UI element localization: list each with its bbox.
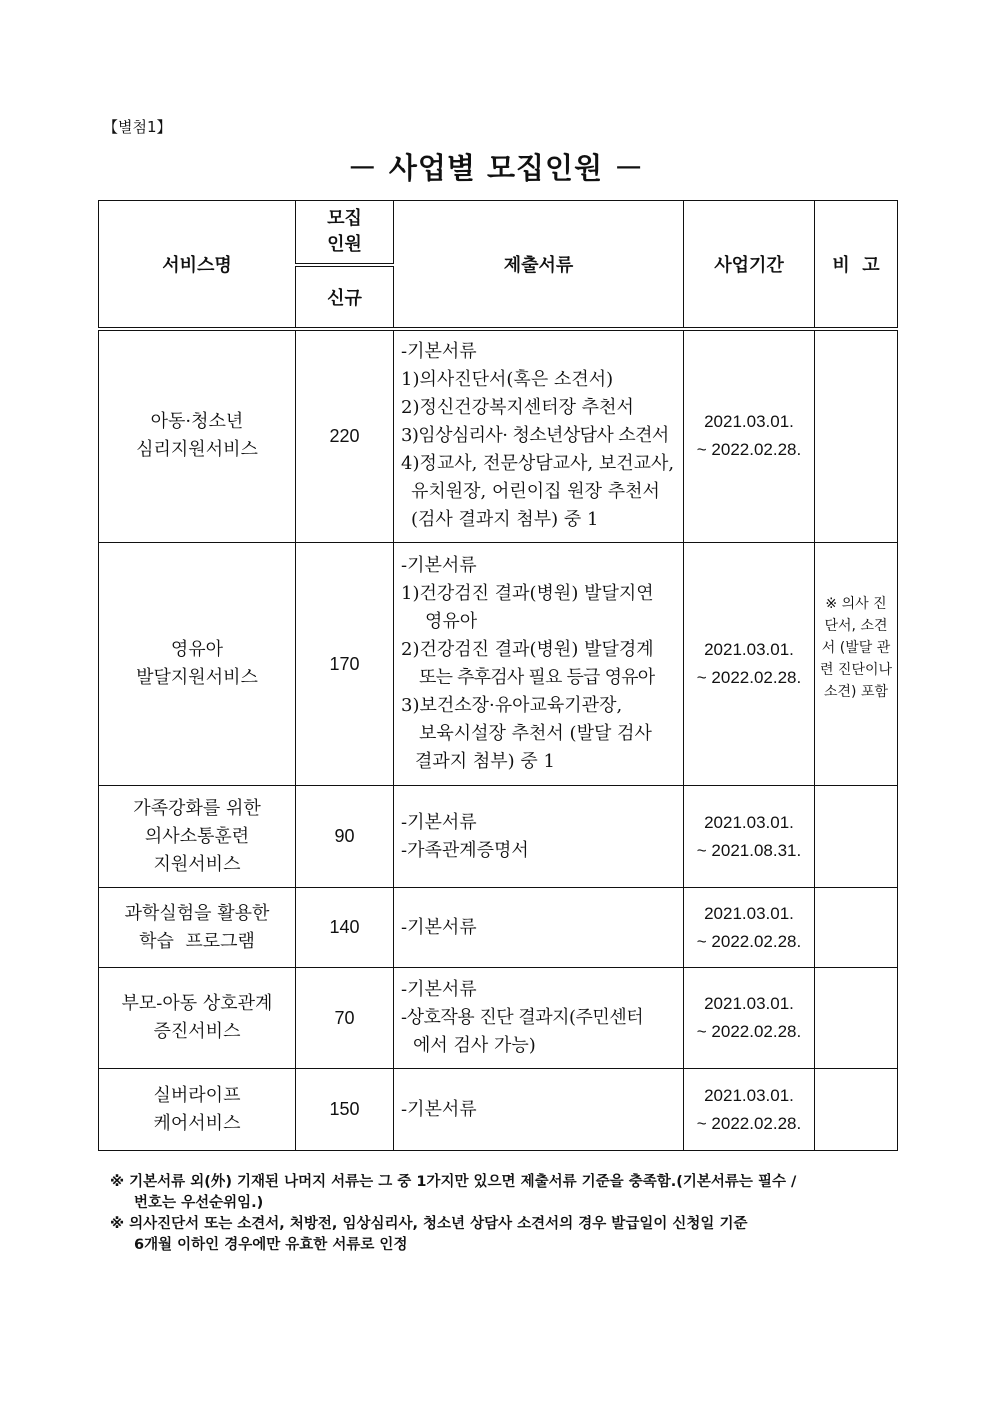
document-line: -기본서류 <box>401 1098 477 1120</box>
recruit-count: 170 <box>296 543 394 786</box>
service-name-line: 의사소통훈련 <box>144 825 250 847</box>
documents-cell <box>394 786 684 888</box>
recruit-count: 220 <box>296 329 394 543</box>
document-line: 결과지 첨부) 중 1 <box>415 751 555 772</box>
period-cell <box>684 968 815 1069</box>
service-name-cell <box>99 888 296 968</box>
period-end: ~ 2022.02.28. <box>696 931 802 951</box>
remarks-cell <box>815 888 898 968</box>
service-name-line: 영유아 <box>170 639 224 660</box>
recruitment-table <box>98 200 898 1151</box>
period-start: 2021.03.01. <box>704 412 794 432</box>
documents-cell <box>394 543 684 786</box>
service-name-line: 케어서비스 <box>153 1112 241 1134</box>
header-documents: 제출서류 <box>394 201 684 329</box>
document-line: -기본서류 <box>401 979 477 1000</box>
footnote-2-line-1: ※ 의사진단서 또는 소견서, 처방전, 임상심리사, 청소년 상담사 소견서의 경우 발급일이 신청일 기준 <box>110 1216 748 1232</box>
period-end: ~ 2021.08.31. <box>696 840 802 860</box>
header-service-name: 서비스명 <box>99 201 296 329</box>
service-name-line: 지원서비스 <box>153 853 241 875</box>
table-row <box>99 543 898 786</box>
period-cell <box>684 329 815 543</box>
table-row <box>99 1069 898 1151</box>
period-end: ~ 2022.02.28. <box>696 668 802 687</box>
document-line: 또는 추후검사 필요 등급 영유아 <box>419 667 655 688</box>
period-start: 2021.03.01. <box>704 812 794 832</box>
service-name-line: 실버라이프 <box>153 1084 241 1106</box>
footnotes <box>110 1172 910 1256</box>
documents-cell <box>394 329 684 543</box>
service-name-line: 심리지원서비스 <box>136 439 258 461</box>
document-line: 2)건강검진 결과(병원) 발달경계 <box>401 639 654 660</box>
service-name-cell <box>99 329 296 543</box>
header-remarks: 비 고 <box>815 201 898 329</box>
period-cell <box>684 543 815 786</box>
document-line: -가족관계증명서 <box>401 839 529 861</box>
document-line: 2)정신건강복지센터장 추천서 <box>401 397 634 419</box>
footnote-1-line-1: ※ 기본서류 외(外) 기재된 나머지 서류는 그 중 1가지만 있으면 제출서류 기준을 충족함.(기본서류는 필수 / <box>110 1174 797 1190</box>
footnote-2-line-2: 6개월 이하인 경우에만 유효한 서류로 인정 <box>134 1237 408 1253</box>
recruit-count: 140 <box>296 888 394 968</box>
documents-cell <box>394 888 684 968</box>
document-line: 유치원장, 어린이집 원장 추천서 <box>411 481 660 503</box>
remarks-cell <box>815 786 898 888</box>
table-row <box>99 888 898 968</box>
attachment-label: 【별첨1】 <box>103 118 172 136</box>
header-recruit-label: 모집 인원 <box>327 207 362 255</box>
service-name-line: 부모-아동 상호관계 <box>121 993 273 1014</box>
header-recruit <box>296 201 394 265</box>
document-line: -상호작용 진단 결과지(주민센터 <box>401 1007 644 1028</box>
document-line: -기본서류 <box>401 916 477 938</box>
service-name-line: 과학실험을 활용한 <box>124 902 270 924</box>
period-end: ~ 2022.02.28. <box>696 1022 802 1041</box>
table-row <box>99 329 898 543</box>
document-line: 보육시설장 추천서 (발달 검사 <box>419 723 652 744</box>
recruit-count: 150 <box>296 1069 394 1151</box>
recruit-count: 90 <box>296 786 394 888</box>
document-line: 영유아 <box>425 611 478 632</box>
period-end: ~ 2022.02.28. <box>696 1113 802 1133</box>
document-line: -기본서류 <box>401 555 477 576</box>
documents-cell <box>394 1069 684 1151</box>
period-end: ~ 2022.02.28. <box>696 440 802 460</box>
remarks-cell <box>815 968 898 1069</box>
period-cell <box>684 786 815 888</box>
service-name-line: 가족강화를 위한 <box>133 797 261 819</box>
service-name-line: 아동·청소년 <box>150 411 244 433</box>
header-period: 사업기간 <box>684 201 815 329</box>
document-line: 1)의사진단서(혹은 소견서) <box>401 369 614 391</box>
period-start: 2021.03.01. <box>704 640 794 659</box>
service-name-cell <box>99 968 296 1069</box>
document-line: 4)정교사, 전문상담교사, 보건교사, <box>401 453 675 475</box>
period-cell <box>684 1069 815 1151</box>
service-name-cell <box>99 1069 296 1151</box>
document-line: (검사 결과지 첨부) 중 1 <box>411 509 599 531</box>
remarks-cell <box>815 1069 898 1151</box>
document-line: 3)보건소장·유아교육기관장, <box>401 695 623 716</box>
documents-cell <box>394 968 684 1069</box>
remarks-cell <box>815 329 898 543</box>
table-row <box>99 968 898 1069</box>
document-line: 에서 검사 가능) <box>413 1035 536 1056</box>
remarks-cell: ※ 의사 진단서, 소견서 (발달 관련 진단이나 소견) 포함 <box>815 543 898 786</box>
service-name-cell <box>99 786 296 888</box>
document-line: -기본서류 <box>401 341 477 363</box>
page-title: － 사업별 모집인원 － <box>347 151 645 185</box>
period-cell <box>684 888 815 968</box>
recruit-count: 70 <box>296 968 394 1069</box>
period-start: 2021.03.01. <box>704 903 794 923</box>
footnote-1-line-2: 번호는 우선순위임.) <box>134 1195 264 1211</box>
document-line: 1)건강검진 결과(병원) 발달지연 <box>401 583 654 604</box>
service-name-line: 발달지원서비스 <box>136 667 258 688</box>
period-start: 2021.03.01. <box>704 994 794 1013</box>
header-recruit-new: 신규 <box>296 265 394 329</box>
document-line: -기본서류 <box>401 811 477 833</box>
service-name-line: 학습 프로그램 <box>139 930 255 952</box>
service-name-line: 증진서비스 <box>153 1021 241 1042</box>
period-start: 2021.03.01. <box>704 1085 794 1105</box>
document-line: 3)임상심리사· 청소년상담사 소견서 <box>401 425 669 447</box>
table-row <box>99 786 898 888</box>
service-name-cell <box>99 543 296 786</box>
